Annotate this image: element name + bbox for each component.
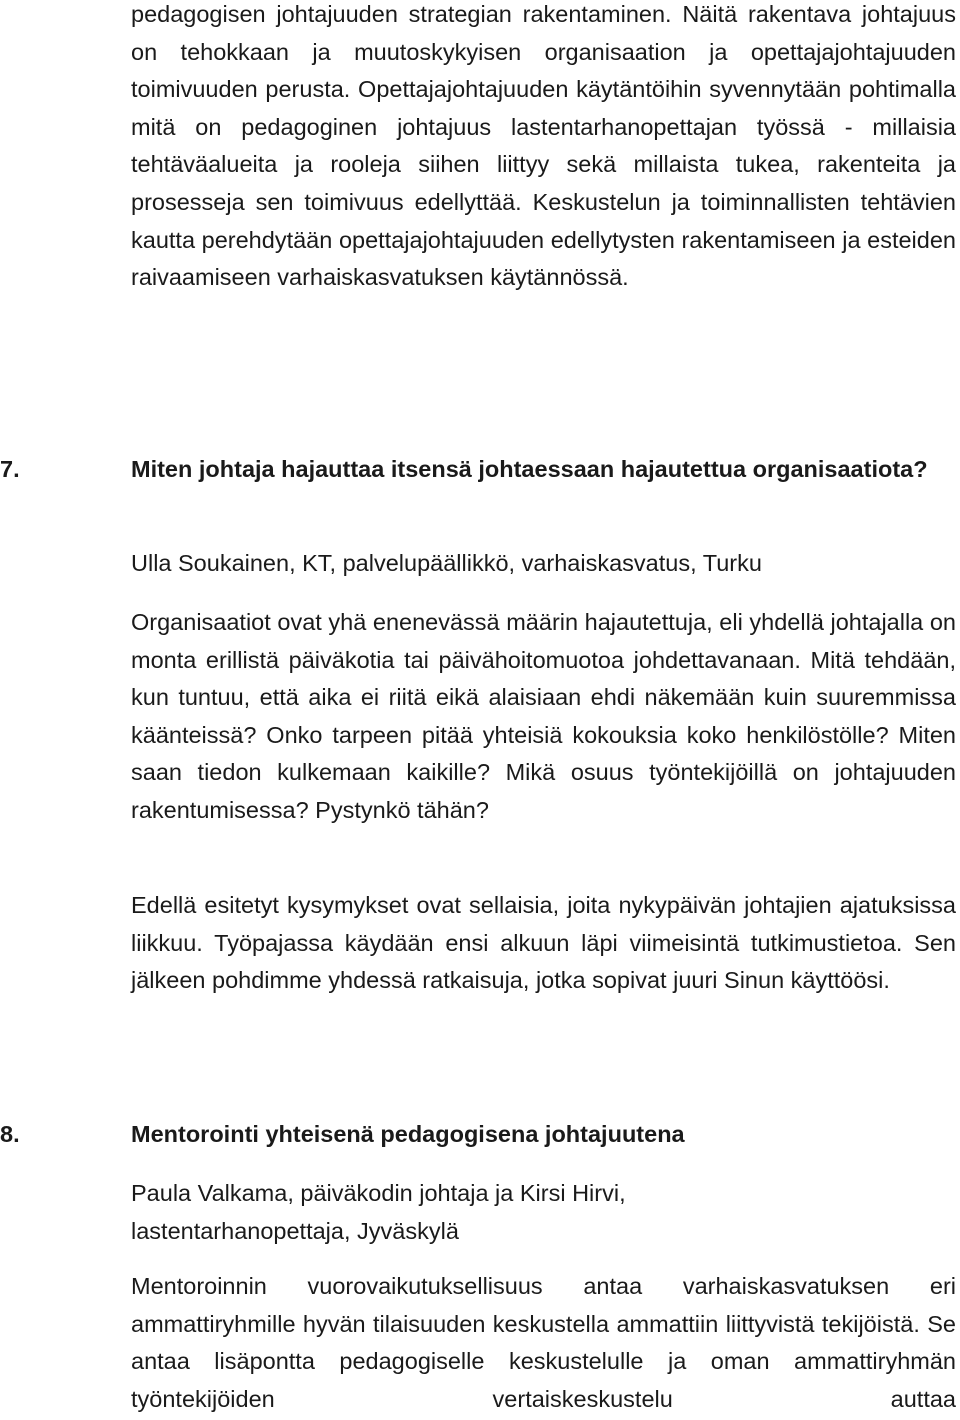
section-8-presenter <box>131 1175 956 1250</box>
section-7-title: Miten johtaja hajauttaa itsensä johtaessaan hajautettua organisaatiota? <box>131 456 928 482</box>
section-8-paragraph-1: Mentoroinnin vuorovaikutuksellisuus antaa varhaiskasvatuksen eri ammattiryhmille hyvän tilaisuuden keskustella ammattiin liittyvistä tekijöistä. Se antaa lisäpontta pedagogiselle keskustelulle ja oman ammattiryhmän työntekijöiden vertaiskeskustelu auttaa <box>131 1273 956 1412</box>
section-8-presenter-line-1: Paula Valkama, päiväkodin johtaja ja Kirsi Hirvi, <box>131 1180 626 1206</box>
section-7-paragraph-2: Edellä esitetyt kysymykset ovat sellaisia, joita nykypäivän johtajien ajatuksissa liikkuu. Työpajassa käydään ensi alkuun läpi viimeisintä tutkimustietoa. Sen jälkeen pohdimme yhdessä ratkaisuja, jotka sopivat juuri Sinun käyttöösi. <box>131 892 956 994</box>
section-7-presenter: Ulla Soukainen, KT, palvelupäällikkö, varhaiskasvatus, Turku <box>131 550 762 576</box>
section-7-title-wrapper <box>131 451 956 489</box>
section-7-paragraph-1: Organisaatiot ovat yhä enenevässä määrin hajautettuja, eli yhdellä johtajalla on monta erillistä päiväkotia tai päivähoitomuotoa johdettavanaan. Mitä tehdään, kun tuntuu, että aika ei riitä eikä alaisiaan ehdi näkemään kuin suuremmissa käänteissä? Onko tarpeen pitää yhteisiä kokouksia koko henkilöstölle? Miten saan tiedon kulkemaan kaikille? Mikä osuus työntekijöillä on johtajuuden rakentumisessa? Pystynkö tähän? <box>131 609 956 823</box>
section-7-number: 7. <box>0 456 20 482</box>
section-8-presenter-line-2: lastentarhanopettaja, Jyväskylä <box>131 1217 459 1244</box>
section-8-number: 8. <box>0 1121 20 1147</box>
intro-paragraph: pedagogisen johtajuuden strategian rakentaminen. Näitä rakentava johtajuus on tehokkaan ja muutoskykyisen organisaation ja opettajajohtajuuden toimivuuden perusta. Opettajajohtajuuden käytäntöihin syvennytään pohtimalla mitä on pedagoginen johtajuus lastentarhanopettajan työssä - millaisia tehtäväalueita ja rooleja siihen liittyy sekä millaista tukea, rakenteita ja prosesseja sen toimivuus edellyttää. Keskustelun ja toiminnallisten tehtävien kautta perehdytään opettajajohtajuuden edellytysten rakentamiseen ja esteiden raivaamiseen varhaiskasvatuksen käytännössä. <box>131 1 956 291</box>
section-8-title: Mentorointi yhteisenä pedagogisena johtajuutena <box>131 1121 685 1147</box>
